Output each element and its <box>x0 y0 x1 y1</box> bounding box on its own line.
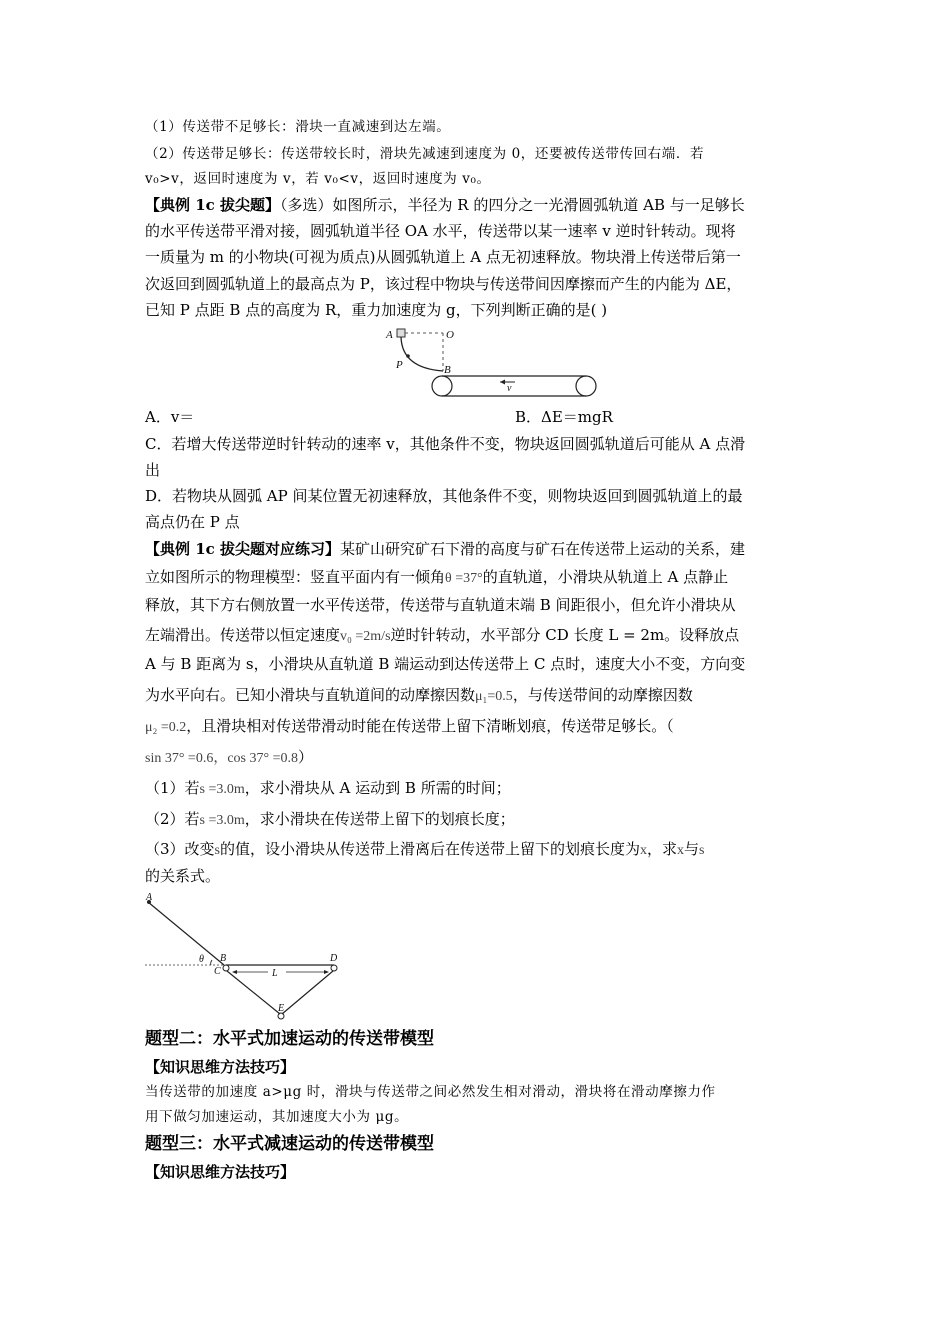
practice-line2: 立如图所示的物理模型：竖直平面内有一倾角θ =37°的直轨道，小滑块从轨道上 A 点静止 <box>145 568 729 586</box>
tips-text-line1: 当传送带的加速度 a>μg 时，滑块与传送带之间必然发生相对滑动，滑块将在滑动摩擦力作 <box>145 1084 716 1100</box>
label-v: v <box>507 383 512 394</box>
point-P <box>406 354 410 358</box>
angle-arc <box>211 960 212 965</box>
example-1c-line5: 已知 P 点距 B 点的高度为 R，重力加速度为 g，下列判断正确的是( ) <box>145 301 608 319</box>
tips-heading-2: 【知识思维方法技巧】 <box>145 1163 296 1181</box>
block-at-A <box>397 329 405 337</box>
practice-tag: 【典例 1c 拔尖题对应练习】 <box>145 540 341 558</box>
practice-line1: 【典例 1c 拔尖题对应练习】某矿山研究矿石下滑的高度与矿石在传送带上运动的关系，建 <box>145 540 746 558</box>
arrowhead-right <box>324 970 329 974</box>
example-1c-line4: 次返回到圆弧轨道上的最高点为 P，该过程中物块与传送带间因摩擦而产生的内能为 ΔE， <box>145 275 742 293</box>
practice-line5: A 与 B 距离为 s，小滑块从直轨道 B 端运动到达传送带上 C 点时，速度大小不变，方向变 <box>145 655 746 673</box>
practice-line7: μ₂ =0.2，且滑块相对传送带滑动时能在传送带上留下清晰划痕，传送带足够长。（ <box>145 717 674 735</box>
arrowhead-left <box>232 970 237 974</box>
label-L: L <box>272 968 278 979</box>
figure-arc-conveyor <box>380 322 605 402</box>
mu1-formula: μ₁=0.5 <box>475 689 513 704</box>
label-D: D <box>330 953 338 964</box>
option-C-line1: C．若增大传送带逆时针转动的速率 v，其他条件不变，物块返回圆弧轨道后可能从 A 点滑 <box>145 435 746 453</box>
theta-formula: θ =37° <box>445 571 483 586</box>
label-C: C <box>214 966 221 977</box>
question-1: （1）若s =3.0m，求小滑块从 A 运动到 B 所需的时间； <box>145 779 511 797</box>
label-A: A <box>386 329 393 341</box>
heading-type-three: 题型三：水平式减速运动的传送带模型 <box>145 1134 434 1154</box>
figure-incline-conveyor <box>140 890 350 1025</box>
line-case2: （2）传送带足够长：传送带较长时，滑块先减速到速度为 0，还要被传送带传回右端．若 <box>145 146 705 162</box>
option-C-line2: 出 <box>145 461 161 479</box>
example-1c-tag: 【典例 1c 拔尖题】 <box>145 196 281 214</box>
label-A: A <box>146 892 153 903</box>
example-1c-line1: 【典例 1c 拔尖题】（多选）如图所示，半径为 R 的四分之一光滑圆弧轨道 AB 与一足够长 <box>145 196 745 214</box>
option-B: B．ΔE＝mgR <box>515 408 613 426</box>
left-roller <box>432 376 452 396</box>
incline-track <box>148 902 227 965</box>
label-B: B <box>220 953 227 964</box>
label-E: E <box>278 1003 285 1014</box>
line-case1: （1）传送带不足够长：滑块一直减速到达左端。 <box>145 119 451 135</box>
question-3: （3）改变s的值，设小滑块从传送带上滑离后在传送带上留下的划痕长度为x，求x与s <box>145 840 705 858</box>
line-case2-cont: v₀>v，返回时速度为 v，若 v₀<v，返回时速度为 v₀。 <box>145 171 491 187</box>
label-O: O <box>446 329 454 341</box>
roller-D <box>331 965 337 971</box>
roller-C <box>223 965 229 971</box>
practice-line8: sin 37° =0.6，cos 37° =0.8） <box>145 748 314 766</box>
heading-type-two: 题型二：水平式加速运动的传送带模型 <box>145 1029 434 1049</box>
tips-text-line2: 用下做匀加速运动，其加速度大小为 μg。 <box>145 1109 409 1125</box>
mu2-formula: μ₂ =0.2 <box>145 720 187 735</box>
belt-arrowhead <box>500 380 505 385</box>
practice-line6: 为水平向右。已知小滑块与直轨道间的动摩擦因数μ₁=0.5，与传送带间的动摩擦因数 <box>145 686 693 704</box>
example-1c-line3: 一质量为 m 的小物块(可视为质点)从圆弧轨道上 A 点无初速释放。物块滑上传送带后第一 <box>145 248 741 266</box>
question-3-cont: 的关系式。 <box>145 867 221 885</box>
option-A: A．v＝ <box>145 408 195 426</box>
option-D-line2: 高点仍在 P 点 <box>145 513 240 531</box>
label-B: B <box>444 364 451 376</box>
practice-line3: 释放，其下方右侧放置一水平传送带，传送带与直轨道末端 B 间距很小，但允许小滑块从 <box>145 596 736 614</box>
tips-heading-1: 【知识思维方法技巧】 <box>145 1058 296 1076</box>
v0-formula: v₀ =2m/s <box>340 629 391 644</box>
option-D-line1: D．若物块从圆弧 AP 间某位置无初速释放，其他条件不变，则物块返回到圆弧轨道上的最 <box>145 487 743 505</box>
right-roller <box>576 376 596 396</box>
question-2: （2）若s =3.0m，求小滑块在传送带上留下的划痕长度； <box>145 810 515 828</box>
example-1c-line2: 的水平传送带平滑对接，圆弧轨道半径 OA 水平，传送带以某一速率 v 逆时针转动。现将 <box>145 222 736 240</box>
trig-values: sin 37° =0.6，cos 37° =0.8 <box>145 751 298 766</box>
label-theta: θ <box>199 954 204 965</box>
label-P: P <box>396 359 403 371</box>
arc-track <box>401 337 443 371</box>
practice-line4: 左端滑出。传送带以恒定速度v₀ =2m/s逆时针转动，水平部分 CD 长度 L = 2m。设释放点 <box>145 626 740 644</box>
belt-right <box>282 971 333 1014</box>
